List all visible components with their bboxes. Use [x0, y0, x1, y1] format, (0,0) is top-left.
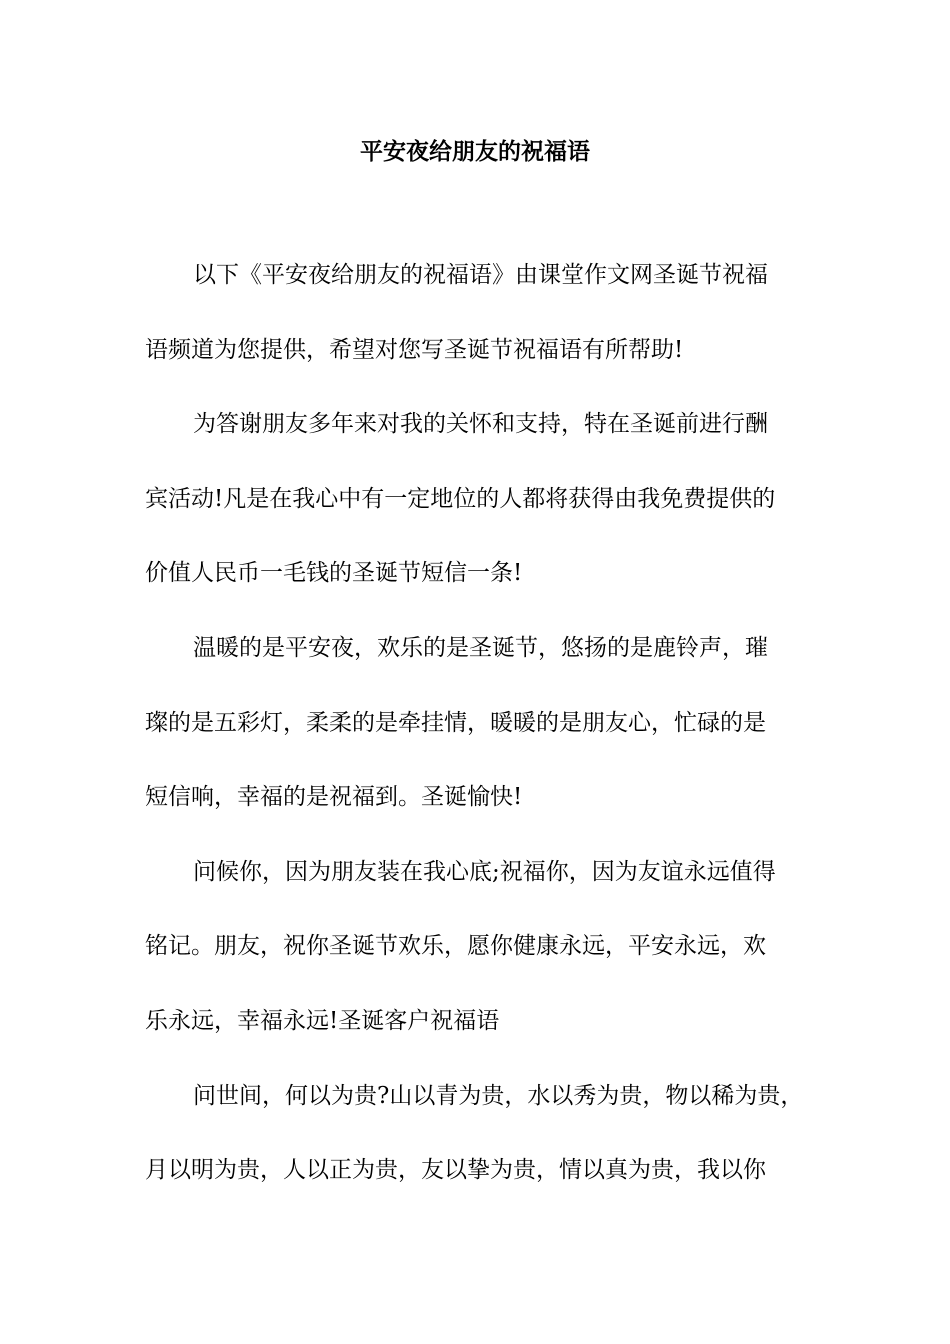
text-line-3: 为答谢朋友多年来对我的关怀和支持，特在圣诞前进行酬	[193, 411, 768, 438]
text-line-9: 问候你，因为朋友装在我心底;祝福你，因为友谊永远值得	[193, 858, 776, 885]
text-line-5: 价值人民币一毛钱的圣诞节短信一条!	[145, 560, 523, 587]
document-title: 平安夜给朋友的祝福语	[360, 138, 590, 165]
text-line-13: 月以明为贵，人以正为贵，友以挚为贵，情以真为贵，我以你	[145, 1157, 766, 1184]
text-line-8: 短信响，幸福的是祝福到。圣诞愉快!	[145, 784, 523, 811]
text-line-1: 以下《平安夜给朋友的祝福语》由课堂作文网圣诞节祝福	[193, 262, 768, 288]
text-line-10: 铭记。朋友，祝你圣诞节欢乐，愿你健康永远，平安永远，欢	[145, 933, 766, 960]
text-line-4: 宾活动!凡是在我心中有一定地位的人都将获得由我免费提供的	[145, 485, 776, 512]
text-line-12: 问世间，何以为贵?山以青为贵，水以秀为贵，物以稀为贵，	[193, 1082, 804, 1109]
text-line-6: 温暖的是平安夜，欢乐的是圣诞节，悠扬的是鹿铃声，璀	[193, 634, 768, 661]
text-line-11: 乐永远，幸福永远!圣诞客户祝福语	[145, 1007, 500, 1034]
document-body	[145, 256, 825, 1226]
text-line-2: 语频道为您提供，希望对您写圣诞节祝福语有所帮助!	[145, 336, 684, 363]
text-line-7: 璨的是五彩灯，柔柔的是牵挂情，暖暖的是朋友心，忙碌的是	[145, 709, 766, 736]
